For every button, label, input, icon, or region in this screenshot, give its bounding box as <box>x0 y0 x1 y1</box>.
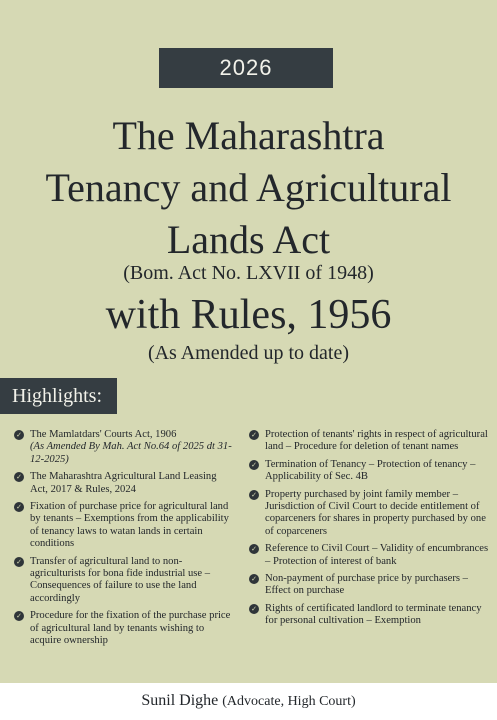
title-line-1: The Maharashtra <box>112 113 385 158</box>
check-circle-icon: ✓ <box>249 430 259 440</box>
highlight-item <box>249 459 489 484</box>
check-circle-icon: ✓ <box>249 574 259 584</box>
check-circle-icon: ✓ <box>249 544 259 554</box>
check-circle-icon: ✓ <box>14 430 24 440</box>
highlight-item <box>14 610 236 647</box>
check-circle-icon: ✓ <box>249 604 259 614</box>
highlight-text: Transfer of agricultural land to non-agriculturists for bona fide industrial use – Consequences of failure to use the land accordingly <box>30 555 211 604</box>
highlights-right-column <box>249 429 489 633</box>
check-circle-icon: ✓ <box>14 557 24 567</box>
highlight-text: Reference to Civil Court – Validity of encumbrances – Protection of interest of bank <box>265 543 489 567</box>
title-line-2: Tenancy and Agricultural <box>45 165 452 210</box>
check-circle-icon: ✓ <box>14 472 24 482</box>
highlight-text: Procedure for the fixation of the purchase price of agricultural land by tenants wishing to acquire ownership <box>30 610 231 647</box>
act-number: (Bom. Act No. LXVII of 1948) <box>123 262 374 284</box>
highlight-item <box>14 471 236 496</box>
highlight-item <box>14 429 236 466</box>
author-role: (Advocate, High Court) <box>222 694 356 709</box>
highlight-subtext: (As Amended By Mah. Act No.64 of 2025 dt 31-12-2025) <box>30 441 232 465</box>
highlight-text: Termination of Tenancy – Protection of tenancy – Applicability of Sec. 4B <box>265 458 476 483</box>
highlight-item <box>14 501 236 551</box>
highlight-text: Fixation of purchase price for agricultural land by tenants – Exemptions from the applicability of tenancy laws to watan lands in certain conditions <box>30 501 229 550</box>
highlight-text: Property purchased by joint family member – Jurisdiction of Civil Court to decide entitlement of coparceners for shares in property purchased by one of coparceners <box>265 488 486 537</box>
check-circle-icon: ✓ <box>14 611 24 621</box>
highlight-text: Non-payment of purchase price by purchasers – Effect on purchase <box>265 573 468 597</box>
highlight-text: Protection of tenants' rights in respect of agricultural land – Procedure for deletion of tenant names <box>265 429 488 453</box>
highlight-text: The Maharashtra Agricultural Land Leasing Act, 2017 & Rules, 2024 <box>30 471 217 495</box>
check-circle-icon: ✓ <box>14 502 24 512</box>
highlight-item <box>249 429 489 454</box>
highlight-text: The Mamlatdars' Courts Act, 1906 <box>30 429 177 440</box>
author-name: Sunil Dighe <box>141 692 219 709</box>
check-circle-icon: ✓ <box>249 460 259 470</box>
highlight-item <box>249 603 489 628</box>
check-circle-icon: ✓ <box>249 490 259 500</box>
highlights-left-column <box>14 429 236 653</box>
title-line-3: Lands Act <box>166 217 331 262</box>
author-footer <box>0 683 497 720</box>
amended-note: (As Amended up to date) <box>147 342 350 364</box>
highlight-item <box>249 489 489 539</box>
highlight-item <box>14 556 236 606</box>
highlight-item <box>249 543 489 568</box>
highlight-text: Rights of certificated landlord to terminate tenancy for personal cultivation – Exemption <box>265 602 482 627</box>
rules-title: with Rules, 1956 <box>105 292 392 338</box>
highlight-item <box>249 573 489 598</box>
year-badge: 2026 <box>159 48 333 88</box>
highlights-heading: Highlights: <box>0 378 117 414</box>
